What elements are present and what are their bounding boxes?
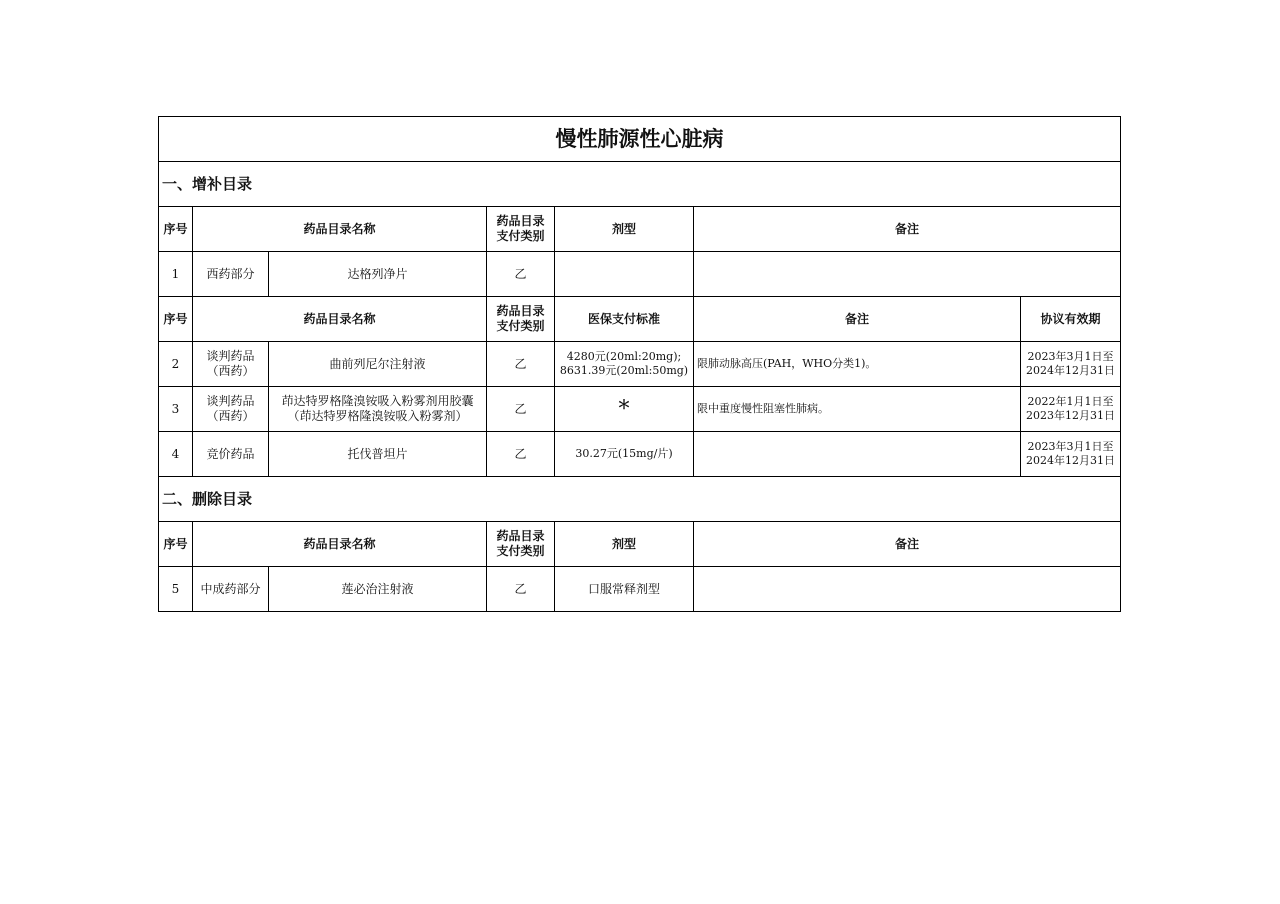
cell-part: 竞价药品: [193, 432, 269, 477]
cell-part: [193, 342, 269, 387]
header-remark: 备注: [694, 522, 1121, 567]
cell-seq: 1: [159, 252, 193, 297]
cell-category: 乙: [487, 567, 555, 612]
cell-seq: 2: [159, 342, 193, 387]
cell-part-line2: （西药）: [206, 409, 255, 423]
header-seq: 序号: [159, 297, 193, 342]
cell-validity: [1021, 432, 1121, 477]
cell-validity: [1021, 342, 1121, 387]
header-form: 剂型: [555, 207, 694, 252]
cell-seq: 3: [159, 387, 193, 432]
header-pay-category-line2: 支付类别: [496, 319, 545, 333]
cell-payment-standard-line1: 4280元(20ml:20mg);: [566, 350, 682, 363]
header-pay-category-line2: 支付类别: [496, 229, 545, 243]
cell-validity-start: 2023年3月1日至: [1027, 350, 1114, 363]
header-row-a: [159, 207, 1121, 252]
cell-remark: [694, 252, 1121, 297]
header-row-b: [159, 297, 1121, 342]
header-pay-category-line2: 支付类别: [496, 544, 545, 558]
header-pay-category: [487, 207, 555, 252]
cell-form: 口服常释剂型: [555, 567, 694, 612]
table-row: [159, 252, 1121, 297]
cell-name: 托伐普坦片: [269, 432, 487, 477]
cell-part: 中成药部分: [193, 567, 269, 612]
page-title: 慢性肺源性心脏病: [159, 117, 1121, 162]
cell-payment-standard-line2: 8631.39元(20ml:50mg): [559, 364, 689, 377]
section-title-added: 一、增补目录: [159, 162, 1121, 207]
header-seq: 序号: [159, 522, 193, 567]
section-row-deleted: [159, 477, 1121, 522]
table-row: [159, 432, 1121, 477]
cell-part-line2: （西药）: [206, 364, 255, 378]
cell-category: 乙: [487, 387, 555, 432]
cell-name: 曲前列尼尔注射液: [269, 342, 487, 387]
table-row: [159, 567, 1121, 612]
header-row-c: [159, 522, 1121, 567]
cell-seq: 4: [159, 432, 193, 477]
cell-payment-standard: [555, 342, 694, 387]
cell-category: 乙: [487, 432, 555, 477]
cell-validity-start: 2023年3月1日至: [1027, 440, 1114, 453]
drug-catalog-table: [158, 116, 1121, 612]
cell-validity-end: 2024年12月31日: [1026, 454, 1116, 467]
cell-category: 乙: [487, 342, 555, 387]
header-pay-category: [487, 297, 555, 342]
table-row: [159, 342, 1121, 387]
header-pay-category-line1: 药品目录: [496, 304, 545, 318]
header-name: 药品目录名称: [193, 297, 487, 342]
section-title-deleted: 二、删除目录: [159, 477, 1121, 522]
header-payment-standard: 医保支付标准: [555, 297, 694, 342]
header-name: 药品目录名称: [193, 207, 487, 252]
cell-payment-standard: 30.27元(15mg/片): [555, 432, 694, 477]
cell-remark: 限肺动脉高压(PAH，WHO分类1)。: [694, 342, 1021, 387]
table-row: [159, 387, 1121, 432]
header-pay-category-line1: 药品目录: [496, 529, 545, 543]
cell-remark: 限中重度慢性阻塞性肺病。: [694, 387, 1021, 432]
header-validity: 协议有效期: [1021, 297, 1121, 342]
cell-validity-end: 2023年12月31日: [1026, 409, 1116, 422]
cell-validity-start: 2022年1月1日至: [1027, 395, 1114, 408]
cell-remark: [694, 432, 1021, 477]
cell-remark: [694, 567, 1121, 612]
cell-validity: [1021, 387, 1121, 432]
cell-name: [269, 387, 487, 432]
cell-part-line1: 谈判药品: [206, 394, 255, 408]
header-remark: 备注: [694, 297, 1021, 342]
cell-part-line1: 谈判药品: [206, 349, 255, 363]
cell-payment-standard: *: [555, 387, 694, 432]
cell-name-line1: 茚达特罗格隆溴铵吸入粉雾剂用胶囊: [281, 394, 474, 408]
header-pay-category: [487, 522, 555, 567]
header-seq: 序号: [159, 207, 193, 252]
cell-form: [555, 252, 694, 297]
cell-name: 达格列净片: [269, 252, 487, 297]
cell-part: [193, 387, 269, 432]
header-remark: 备注: [694, 207, 1121, 252]
cell-name-line2: （茚达特罗格隆溴铵吸入粉雾剂）: [287, 409, 468, 423]
cell-name: 莲必治注射液: [269, 567, 487, 612]
cell-seq: 5: [159, 567, 193, 612]
header-pay-category-line1: 药品目录: [496, 214, 545, 228]
cell-part: 西药部分: [193, 252, 269, 297]
title-row: [159, 117, 1121, 162]
header-form: 剂型: [555, 522, 694, 567]
header-name: 药品目录名称: [193, 522, 487, 567]
section-row-added: [159, 162, 1121, 207]
cell-category: 乙: [487, 252, 555, 297]
cell-validity-end: 2024年12月31日: [1026, 364, 1116, 377]
